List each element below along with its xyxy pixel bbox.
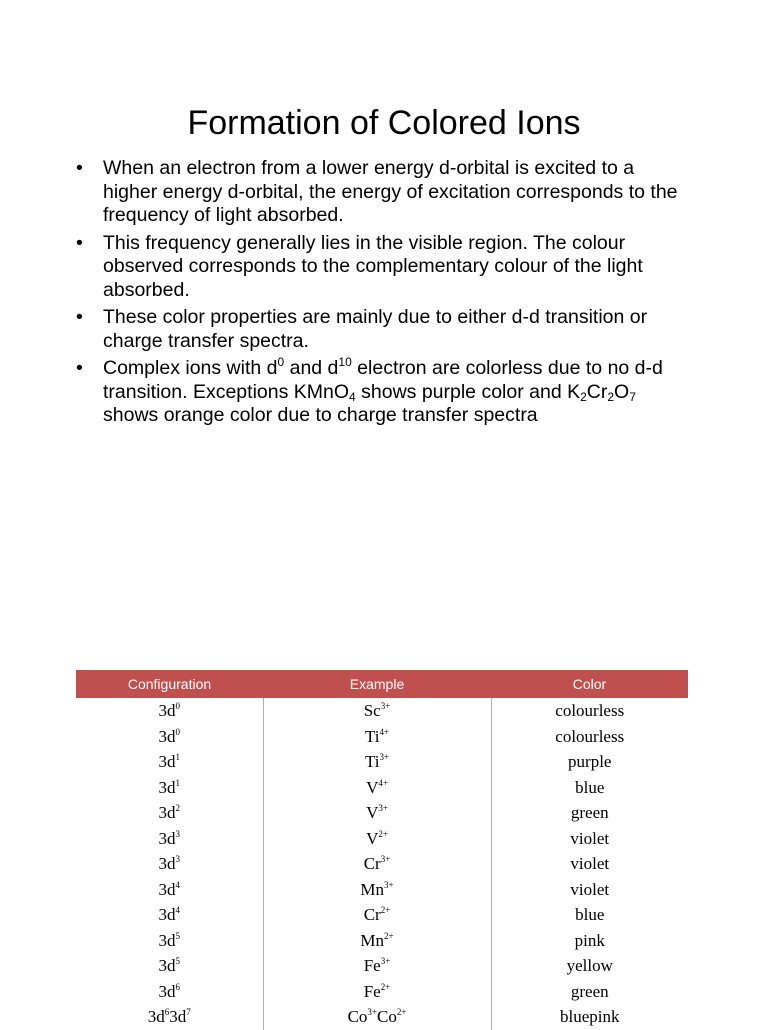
cell-example: $V^{2+}$: [263, 826, 491, 852]
cell-configuration: $3d^3$: [158, 854, 180, 874]
table-row: [76, 928, 688, 954]
slide-title: Formation of Colored Ions: [187, 103, 581, 142]
bullet-text: Complex ions with $d^0$ and $d^{10}$ electron are colorless due to no d-d transition. Exceptions KMnO$_4$ shows purple color and $K_2Cr_2O_7$ shows orange color due to charge transfer spectra: [103, 355, 663, 426]
ion-color-table: [76, 670, 688, 1030]
cell-configuration: $3d^6$: [158, 981, 180, 1001]
table-row: [76, 826, 688, 852]
cell-configuration: $3d^5$: [158, 930, 180, 950]
table-row: [76, 775, 688, 801]
bullet-item: [72, 306, 692, 353]
header-example: Example: [263, 670, 491, 698]
cell-example: $Co^{3+}Co^{2+}$: [263, 1004, 491, 1030]
table-row: [76, 1004, 688, 1030]
cell-example: $Cr^{2+}$: [263, 902, 491, 928]
cell-configuration: $3d^4$: [158, 879, 180, 899]
cell-configuration: $3d^63d^7$: [147, 1007, 191, 1027]
cell-example: $Sc^{3+}$: [263, 698, 491, 724]
table-header-row: [76, 670, 688, 698]
cell-color: blue: [575, 777, 605, 797]
header-configuration: Configuration: [76, 670, 263, 698]
table-row: [76, 851, 688, 877]
cell-configuration: $3d^1$: [158, 752, 180, 772]
cell-color: green: [570, 981, 609, 1001]
cell-color: violet: [570, 854, 610, 874]
bullet-dot-icon: •: [76, 306, 83, 328]
cell-example: $Ti^{3+}$: [263, 749, 491, 775]
cell-example: $Fe^{3+}$: [263, 953, 491, 979]
cell-color: violet: [570, 828, 610, 848]
cell-configuration: $3d^3$: [158, 828, 180, 848]
bullet-text: When an electron from a lower energy d-orbital is excited to a higher energy d-orbital, the energy of excitation corresponds to the frequency of light absorbed.: [103, 157, 678, 226]
cell-configuration: $3d^1$: [158, 777, 180, 797]
cell-example: $V^{4+}$: [263, 775, 491, 801]
bullet-item: [72, 232, 692, 303]
bullet-item: [72, 157, 692, 228]
bullet-text: This frequency generally lies in the visible region. The colour observed corresponds to the complementary colour of the light absorbed.: [103, 231, 643, 301]
cell-color: purple: [568, 752, 612, 772]
cell-example: $Fe^{2+}$: [263, 979, 491, 1005]
table-row: [76, 902, 688, 928]
bullet-text: These color properties are mainly due to either d-d transition or charge transfer spectra.: [103, 306, 648, 352]
cell-configuration: $3d^2$: [158, 803, 180, 823]
cell-configuration: $3d^0$: [158, 726, 180, 746]
cell-color: violet: [570, 879, 610, 899]
cell-example: $Mn^{3+}$: [263, 877, 491, 903]
cell-color: green: [570, 803, 609, 823]
cell-example: $Mn^{2+}$: [263, 928, 491, 954]
cell-example: $Cr^{3+}$: [263, 851, 491, 877]
table-row: [76, 749, 688, 775]
cell-color: blue: [575, 905, 605, 925]
cell-configuration: $3d^5$: [158, 956, 180, 976]
table-row: [76, 877, 688, 903]
header-color: Color: [491, 670, 688, 698]
table-body: [76, 698, 688, 1030]
cell-example: $Ti^{4+}$: [263, 724, 491, 750]
cell-color: bluepink: [560, 1007, 620, 1027]
cell-color: yellow: [566, 956, 613, 976]
cell-color: pink: [574, 930, 605, 950]
bullet-dot-icon: •: [76, 157, 83, 179]
table-row: [76, 698, 688, 724]
cell-color: colourless: [555, 726, 625, 746]
bullet-dot-icon: •: [76, 231, 83, 254]
table-row: [76, 979, 688, 1005]
cell-example: $V^{3+}$: [263, 800, 491, 826]
cell-configuration: $3d^4$: [158, 905, 180, 925]
bullet-item: [72, 357, 692, 428]
table-row: [76, 724, 688, 750]
bullet-list: [72, 157, 692, 432]
table-row: [76, 953, 688, 979]
table-row: [76, 800, 688, 826]
cell-configuration: $3d^0$: [158, 701, 180, 721]
bullet-dot-icon: •: [76, 357, 83, 379]
cell-color: colourless: [555, 701, 625, 721]
